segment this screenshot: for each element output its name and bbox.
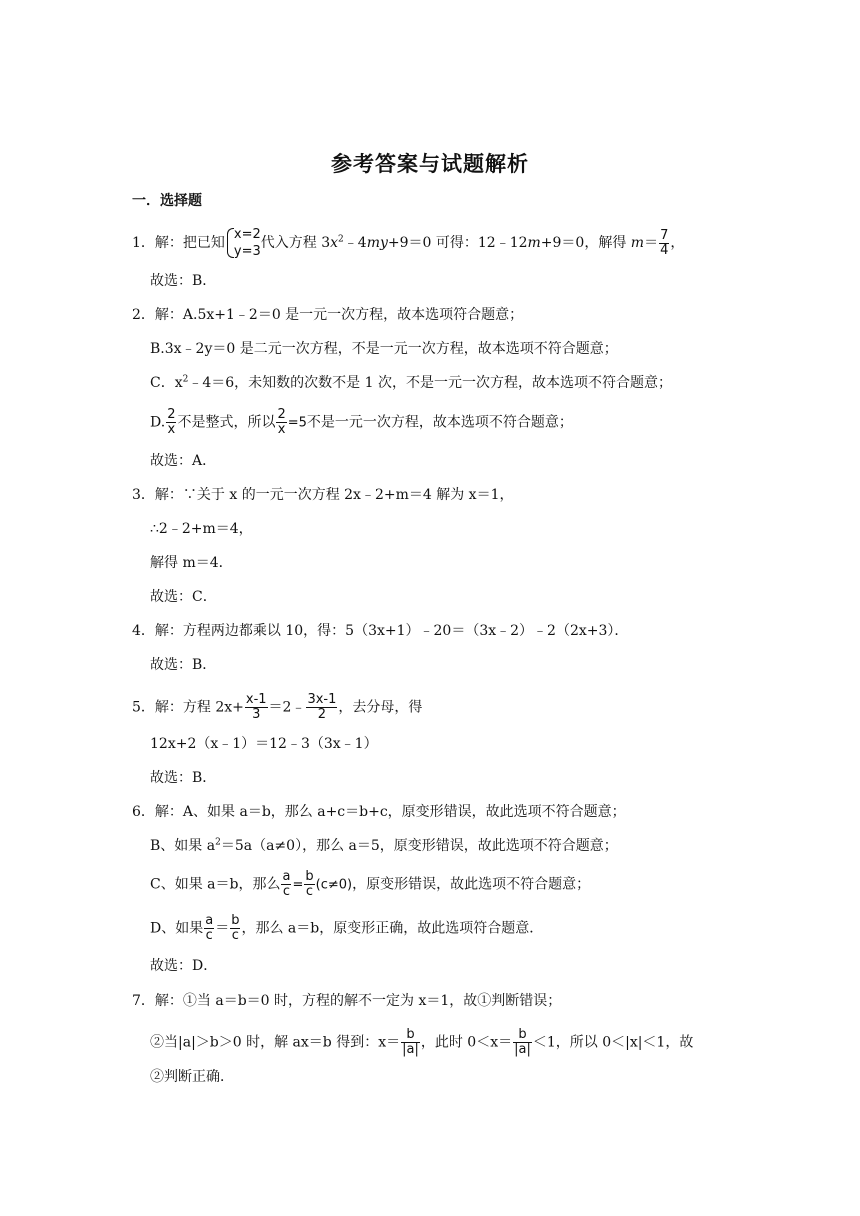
text: = xyxy=(292,877,304,893)
q6-line-1: 6．解：A、如果 a＝b，那么 a+c＝b+c，原变形错误，故此选项不符合题意； xyxy=(132,804,626,820)
q2-line-3 xyxy=(150,372,672,394)
q2-line-4 xyxy=(150,408,573,437)
var: m xyxy=(527,235,541,251)
fraction: $\frac{x-1}{3}$ xyxy=(245,692,267,722)
text: 不是整式，所以 xyxy=(177,414,276,431)
text: ，去分母，得 xyxy=(338,699,423,716)
text: ﹣4＝6，未知数的次数不是 1 次，不是一元一次方程，故本选项不符合题意； xyxy=(188,375,672,391)
text: ＝2﹣ xyxy=(268,699,306,716)
fraction: $\frac{a}{c}$ xyxy=(205,913,214,943)
circled-number: ① xyxy=(182,993,197,1009)
text: 判断错误； xyxy=(491,993,562,1009)
q6-answer: 故选：D． xyxy=(150,958,218,974)
q6-line-4 xyxy=(150,914,543,943)
text: 判断正确． xyxy=(164,1069,234,1085)
q3-line-3: 解得 m＝4． xyxy=(150,555,233,571)
var: x xyxy=(330,235,339,251)
q4-answer: 故选：B． xyxy=(150,657,217,673)
q7-line-3 xyxy=(150,1066,234,1088)
text: ＜1，所以 0＜|x|＜1，故 xyxy=(532,1034,694,1051)
text: +9＝0 可得：12﹣12 xyxy=(387,235,528,251)
text: ＝5a（a≠0），那么 a＝5，原变形错误，故此选项不符合题意； xyxy=(220,838,618,854)
text: ﹣4 xyxy=(343,235,367,251)
circled-number: ② xyxy=(150,1034,164,1051)
equation-system: x=2 y=3 xyxy=(225,226,261,260)
text: ，原变形错误，故此选项不符合题意； xyxy=(352,876,591,893)
condition: (c≠0) xyxy=(315,877,353,893)
fraction: $\frac{2}{x}$ xyxy=(277,407,286,437)
section-heading: 一．选择题 xyxy=(132,193,202,209)
fraction: $\frac{3x-1}{2}$ xyxy=(307,692,337,722)
text: =5 xyxy=(287,415,307,431)
text: ，那么 a＝b，原变形正确，故此选项符合题意． xyxy=(241,920,544,937)
text: ， xyxy=(670,235,685,251)
exponent: 2 xyxy=(338,234,344,245)
text: ＝ xyxy=(215,920,230,937)
fraction: $\frac{2}{x}$ xyxy=(167,407,176,437)
q5-answer: 故选：B． xyxy=(150,770,217,786)
q5-line-2: 12x+2（x﹣1）＝12﹣3（3x﹣1） xyxy=(150,736,378,752)
page-title: 参考答案与试题解析 xyxy=(331,151,529,176)
fraction: $\frac{b}{c}$ xyxy=(231,913,240,943)
q4-line-1: 4．解：方程两边都乘以 10，得：5（3x+1）﹣20＝（3x﹣2）﹣2（2x+3）． xyxy=(132,623,629,639)
fraction: $\frac{b}{c}$ xyxy=(305,869,314,899)
fraction: $\frac{7}{4}$ xyxy=(660,227,669,258)
q3-line-1: 3．解：∵关于 x 的一元一次方程 2x﹣2+m＝4 解为 x＝1， xyxy=(132,487,514,503)
q3-answer: 故选：C． xyxy=(150,589,217,605)
q1-answer: 故选：B． xyxy=(150,273,217,289)
text: 1．解：把已知 xyxy=(132,235,225,251)
var: m xyxy=(630,235,645,251)
text: ，此时 0＜x＝ xyxy=(420,1034,513,1051)
text: C、如果 a＝b，那么 xyxy=(150,876,281,893)
q2-answer: 故选：A． xyxy=(150,453,217,469)
exponent: 2 xyxy=(215,837,221,848)
q1-line xyxy=(132,226,684,260)
q7-line-2 xyxy=(150,1028,693,1057)
text: 5．解：方程 2x+ xyxy=(132,699,244,716)
circled-number: ② xyxy=(150,1069,164,1085)
q5-line-1 xyxy=(132,693,422,722)
fraction: $\frac{a}{c}$ xyxy=(282,869,291,899)
text: D、如果 xyxy=(150,920,204,937)
q2-line-2: B.3x﹣2y＝0 是二元一次方程，不是一元一次方程，故本选项不符合题意； xyxy=(150,341,618,357)
text: D. xyxy=(150,414,166,431)
fraction: $\frac{b}{|a|}$ xyxy=(402,1027,419,1057)
text: C．x xyxy=(150,375,183,391)
text: ＝ xyxy=(644,235,659,251)
q6-line-3 xyxy=(150,870,590,899)
text: 7．解： xyxy=(132,993,183,1009)
text: 不是一元一次方程，故本选项不符合题意； xyxy=(306,414,573,431)
fraction: $\frac{b}{|a|}$ xyxy=(514,1027,531,1057)
q3-line-2: ∴2﹣2+m＝4， xyxy=(150,521,253,537)
text: B、如果 a xyxy=(150,838,216,854)
q7-line-1 xyxy=(132,990,561,1012)
var: my xyxy=(366,235,388,251)
exponent: 2 xyxy=(182,374,189,385)
text: +9＝0，解得 xyxy=(540,235,631,251)
text: 当|a|＞b＞0 时，解 ax＝b 得到：x＝ xyxy=(164,1034,401,1051)
q6-line-2 xyxy=(150,835,618,857)
q2-line-1: 2．解：A.5x+1﹣2＝0 是一元一次方程，故本选项符合题意； xyxy=(132,307,524,323)
text: 代入方程 3 xyxy=(260,235,331,251)
text: 当 a＝b＝0 时，方程的解不一定为 x＝1，故 xyxy=(196,993,478,1009)
circled-number: ① xyxy=(477,993,492,1009)
